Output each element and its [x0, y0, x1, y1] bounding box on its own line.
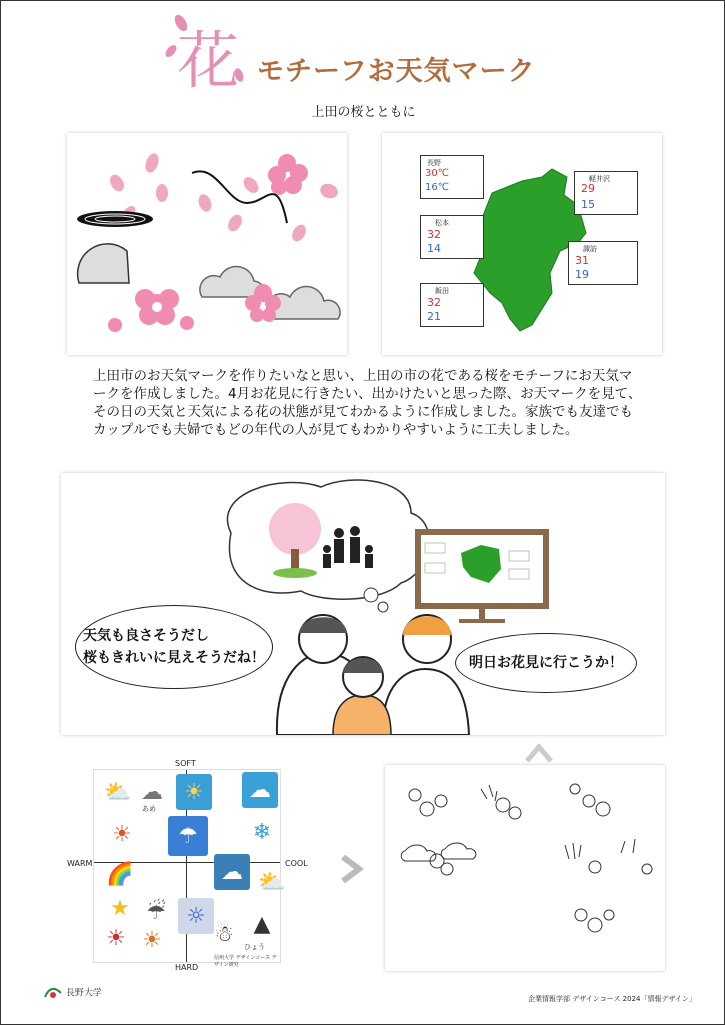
university-name: 長野大学 [65, 988, 102, 999]
axis-label-soft: SOFT [175, 759, 196, 768]
title-text: モチーフお天気マーク [257, 56, 536, 87]
city-card-iida: 飯田 32 21 [420, 283, 484, 327]
city-card-karuizawa: 軽井沢 29 15 [574, 171, 638, 215]
logo-mark-icon [43, 985, 63, 1001]
sun-tile-icon: ☀ [176, 774, 212, 810]
hand-drawn-sketches [385, 765, 665, 971]
city-card-suwa: 諏訪 31 19 [568, 241, 638, 285]
speech-bubble-left: 天気も良さそうだし 桜もきれいに見えそうだね！ [75, 605, 273, 689]
icon-elements-panel [67, 133, 347, 355]
university-logo [43, 985, 102, 1001]
axis-label-hard: HARD [175, 963, 199, 972]
city-card-nagano: 長野 30℃ 16℃ [420, 155, 484, 199]
description-text: 上田市のお天気マークを作りたいなと思い、上田の市の花である桜をモチーフにお天気マークを作成しました。4月お花見に行きたい、出かけたいと思った際、お天マークを見て、その日の天気と天気による花の状態が見てわかるように作成しました。家族でも友達でもカップルでも夫婦でもどの年代の人が見てもわかりやすいように工夫しました。 [93, 368, 642, 438]
subtitle: 上田の桜とともに [311, 105, 416, 120]
rain-cloud-tile-icon: ☁ [214, 854, 250, 890]
forecast-map-panel [382, 133, 662, 355]
family-scene-illustration [61, 473, 665, 735]
drizzle-icon: ☔ [146, 899, 166, 925]
triangle-icon: ▲ [253, 911, 271, 937]
axis-label-cool: COOL [285, 859, 308, 868]
cloud-snow-tile-icon: ☁ [242, 772, 278, 808]
icon-matrix-panel: ☀ ☁ ⛅ ☁ あめ ☂ ❄ ☀ 🌈 ☁ ⛅ ★ ☔ ☼ ▲ ☀ ☀ ☃ ひょう 信州大学 デザインコース デザイン研究 [93, 769, 281, 963]
sketch-panel [385, 765, 665, 971]
star-icon: ★ [110, 895, 130, 921]
sun-face-icon: ☀ [112, 821, 132, 847]
red-sun-face-icon: ☀ [106, 925, 126, 951]
sun-cloud-icon: ⛅ [104, 779, 132, 805]
speech-bubble-right: 明日お花見に行こうか！ [455, 633, 637, 693]
snowflake-icon: ❄ [252, 819, 272, 845]
rainbow-icon: 🌈 [106, 861, 134, 887]
title-kanji: 花 [177, 24, 240, 97]
axis-label-warm: WARM [67, 859, 93, 868]
gear-sun-icon: ☼ [178, 898, 214, 934]
chevron-up-icon [525, 743, 553, 763]
poster-title [161, 9, 561, 97]
chevron-right-icon [339, 855, 365, 883]
scene-panel [61, 473, 665, 735]
snowman-icon: ☃ [214, 921, 234, 947]
sun-behind-cloud-icon: ⛅ [258, 869, 286, 895]
city-card-matsumoto: 松本 32 14 [420, 215, 484, 259]
angry-sun-icon: ☀ [142, 927, 162, 953]
sakura-elements-illustration [67, 133, 347, 355]
cloud-rain-icon: ☁ [141, 779, 163, 805]
rain-tile-icon: ☂ [168, 816, 208, 856]
footer-credit: 企業情報学部 デザインコース 2024「情報デザイン」 [528, 995, 696, 1003]
